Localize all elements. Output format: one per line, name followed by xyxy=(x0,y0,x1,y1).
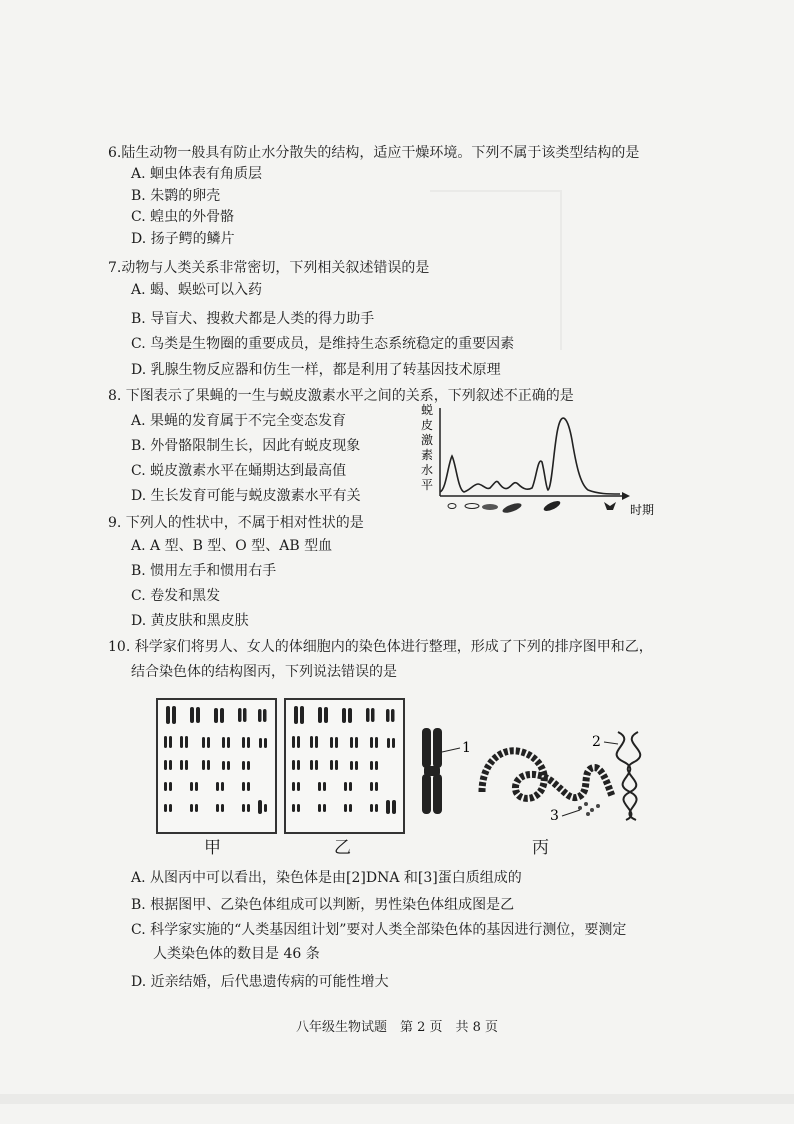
question-7-option-c: C. 鸟类是生物圈的重要成员，是维持生态系统稳定的重要因素 xyxy=(131,336,515,352)
label-1-leader xyxy=(442,748,460,752)
graph-ylabel-char: 激 xyxy=(421,433,434,447)
larva-stage-icon xyxy=(465,504,479,509)
question-8-option-d: D. 生长发育可能与蜕皮激素水平有关 xyxy=(131,488,361,504)
question-6-option-b: B. 朱鹮的卵壳 xyxy=(131,188,221,204)
larva-stage-icon xyxy=(482,504,498,510)
page-footer: 八年级生物试题 第 2 页 共 8 页 xyxy=(295,1020,499,1035)
egg-stage-icon xyxy=(448,504,456,509)
panel-label-c: 丙 xyxy=(532,838,549,858)
graph-x-arrow xyxy=(622,492,630,500)
protein-dots xyxy=(578,802,600,816)
chromosome-structure-svg xyxy=(412,712,662,832)
question-7-option-a: A. 蝎、蜈蚣可以入药 xyxy=(131,282,263,298)
label-2-leader xyxy=(604,742,618,744)
graph-ylabel-char: 水 xyxy=(421,463,434,477)
graph-ylabel-char: 平 xyxy=(421,478,434,492)
question-10-option-d: D. 近亲结婚，后代患遗传病的可能性增大 xyxy=(131,974,389,990)
question-8-option-c: C. 蜕皮激素水平在蛹期达到最高值 xyxy=(131,463,347,479)
graph-xlabel: 时期 xyxy=(630,503,655,517)
question-6-stem: 6.陆生动物一般具有防止水分散失的结构，适应干燥环境。下列不属于该类型结构的是 xyxy=(108,145,640,161)
question-7-option-d: D. 乳腺生物反应器和仿生一样，都是利用了转基因技术原理 xyxy=(131,362,501,378)
graph-ylabel-char: 蜕 xyxy=(421,403,434,417)
question-10-option-a: A. 从图丙中可以看出，染色体是由[2]DNA 和[3]蛋白质组成的 xyxy=(131,870,522,886)
question-6-option-c: C. 蝗虫的外骨骼 xyxy=(131,209,235,225)
chromosome-structure-diagram xyxy=(412,712,662,832)
question-10-stem-line2: 结合染色体的结构图丙，下列说法错误的是 xyxy=(131,664,397,680)
bleed-shadow xyxy=(560,190,562,350)
hormone-graph-svg xyxy=(408,403,655,522)
graph-ylabel-char: 皮 xyxy=(421,418,434,432)
question-7-stem: 7.动物与人类关系非常密切，下列相关叙述错误的是 xyxy=(108,260,430,276)
bleed-shadow xyxy=(430,190,560,192)
question-9-option-a: A. A 型、B 型、O 型、AB 型血 xyxy=(131,538,333,554)
question-10-option-b: B. 根据图甲、乙染色体组成可以判断，男性染色体组成图是乙 xyxy=(131,897,515,913)
question-6-option-d: D. 扬子鳄的鳞片 xyxy=(131,231,235,247)
karyotype-b-svg xyxy=(286,700,403,832)
graph-ylabel-char: 素 xyxy=(421,448,434,462)
question-7-option-b: B. 导盲犬、搜救犬都是人类的得力助手 xyxy=(131,311,375,327)
chromosome-shape xyxy=(422,728,442,814)
question-10-option-c-cont: 人类染色体的数目是 46 条 xyxy=(153,946,320,962)
adult-fly-icon xyxy=(604,502,616,510)
label-3-leader xyxy=(562,810,580,816)
question-10-option-c: C. 科学家实施的“人类基因组计划”要对人类全部染色体的基因进行测位，要测定 xyxy=(131,922,627,938)
structure-label-1: 1 xyxy=(462,740,471,756)
hormone-level-curve xyxy=(440,418,620,494)
panel-label-b: 乙 xyxy=(334,838,351,858)
larva-stage-icon xyxy=(501,501,522,514)
question-9-option-d: D. 黄皮肤和黑皮肤 xyxy=(131,613,249,629)
question-8-option-a: A. 果蝇的发育属于不完全变态发育 xyxy=(131,413,347,429)
hormone-level-graph xyxy=(408,403,655,522)
question-10-stem: 10. 科学家们将男人、女人的体细胞内的染色体进行整理，形成了下列的排序图甲和乙， xyxy=(108,639,653,655)
panel-label-a: 甲 xyxy=(204,838,221,858)
question-8-option-b: B. 外骨骼限制生长，因此有蜕皮现象 xyxy=(131,438,361,454)
question-6-option-a: A. 蛔虫体表有角质层 xyxy=(131,166,263,182)
bleed-shadow xyxy=(0,1094,794,1104)
structure-label-3: 3 xyxy=(550,808,559,824)
karyotype-panel-b xyxy=(284,698,405,834)
question-9-option-c: C. 卷发和黑发 xyxy=(131,588,221,604)
karyotype-a-svg xyxy=(158,700,275,832)
question-8-stem: 8. 下图表示了果蝇的一生与蜕皮激素水平之间的关系，下列叙述不正确的是 xyxy=(108,388,574,404)
structure-label-2: 2 xyxy=(592,734,601,750)
karyotype-panel-a xyxy=(156,698,277,834)
question-9-option-b: B. 惯用左手和惯用右手 xyxy=(131,563,277,579)
chromatin-coil xyxy=(482,751,612,799)
question-9-stem: 9. 下列人的性状中，不属于相对性状的是 xyxy=(108,515,364,531)
pupa-stage-icon xyxy=(542,499,561,513)
